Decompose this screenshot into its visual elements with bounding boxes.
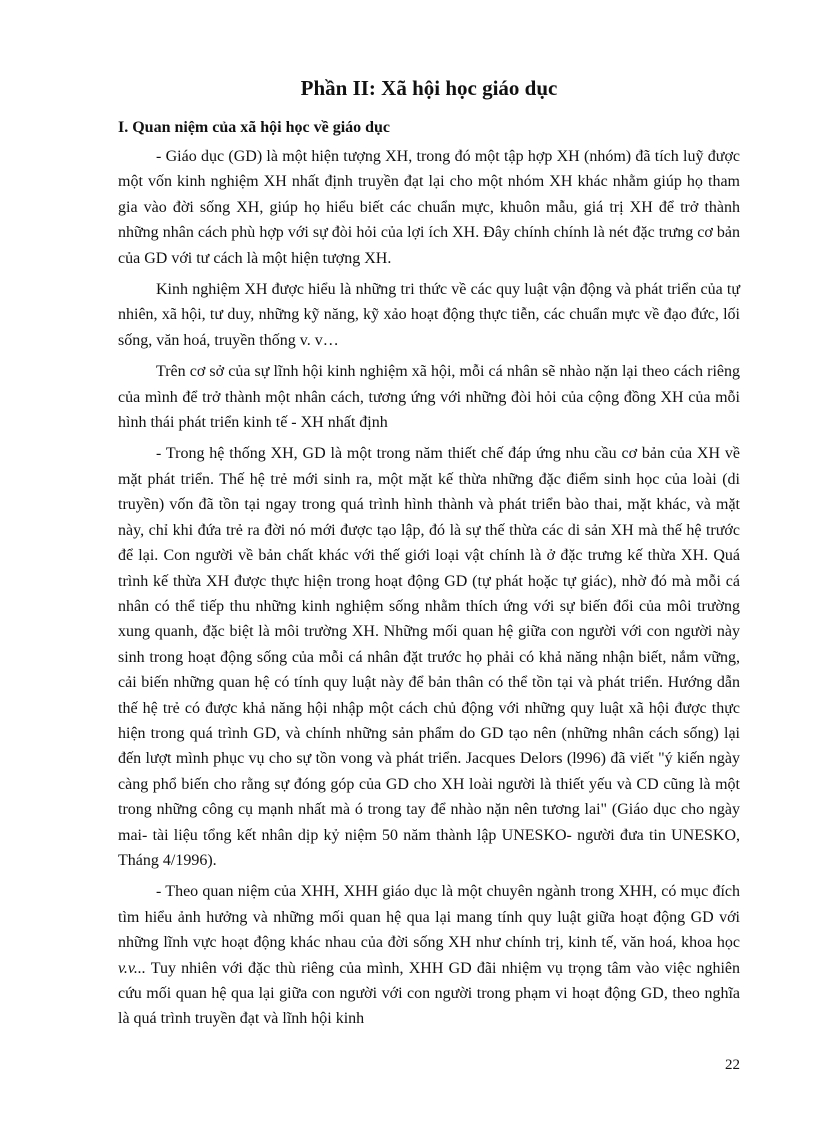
page-number: 22 [725, 1057, 740, 1073]
page-title: Phần II: Xã hội học giáo dục [300, 76, 558, 100]
paragraph-sociology-of-education [118, 879, 740, 1031]
italic-etc: v.v... [118, 959, 146, 977]
body-text [118, 144, 740, 1038]
paragraph-text-part: Tuy nhiên với đặc thù riêng của mình, XHH GD đãi nhiệm vụ trọng tâm vào việc nghiên cứu mối quan hệ qua lại giữa con người với con người trong phạm vi hoạt động GD, theo nghĩa là quá trình truyền đạt và lĩnh hội kinh [118, 959, 740, 1028]
paragraph-personality-formation: Trên cơ sở của sự lĩnh hội kinh nghiệm xã hội, mỗi cá nhân sẽ nhào nặn lại theo cách riêng của mình để trở thành một nhân cách, tương ứng với những đòi hỏi của cộng đồng XH của mỗi hình thái phát triển kinh tế - XH nhất định [118, 363, 740, 432]
paragraph-social-system: - Trong hệ thống XH, GD là một trong năm thiết chế đáp ứng nhu cầu cơ bản của XH về mặt phát triển. Thế hệ trẻ mới sinh ra, một mặt kế thừa những đặc điểm sinh học của loài (di truyền) vốn đã tồn tại ngay trong quá trình hình thành và phát triển bào thai, mặt khác, và mặt này, chỉ khi đứa trẻ ra đời nó mới được tạo lập, đó là sự thế thừa các di sản XH mà thế hệ trước để lại. Con người về bản chất khác với thế giới loại vật chính là ở đặc trưng kế thừa XH. Quá trình kế thừa XH được thực hiện trong hoạt động GD (tự phát hoặc tự giác), nhờ đó mà mỗi cá nhân có thể tiếp thu những kinh nghiệm sống nhằm thích ứng với sự biến đổi của môi trường xung quanh, đặc biệt là môi trường XH. Những mối quan hệ giữa con người với con người này sinh trong hoạt động sống của mỗi cá nhân đặt trước họ phải có khả năng nhận biết, nắm vững, cải biến những quan hệ có tính quy luật này để bản thân có thể tồn tại và phát triển. Hướng dẫn thế hệ trẻ có được khả năng hội nhập một cách chủ động với những quy luật xã hội được thực hiện trong quá trình GD, và chính những sản phẩm do GD tạo nên (những nhân cách sống) lại đến lượt mình phục vụ cho sự tồn vong và phát triển. Jacques Delors (l996) đã viết "ý kiến ngày càng phổ biến cho rằng sự đóng góp của GD cho XH loài người là thiết yếu và CD cũng là một trong những công cụ mạnh nhất mà ó trong tay để nhào nặn nên tương lai" (Giáo dục cho ngày mai- tài liệu tổng kết nhân dịp kỷ niệm 50 năm thành lập UNESKO- người đưa tin UNESKO, Tháng 4/1996). [118, 445, 740, 869]
paragraph-social-experience: Kinh nghiệm XH được hiểu là những tri thức về các quy luật vận động và phát triển của tự nhiên, xã hội, tư duy, những kỹ năng, kỹ xảo hoạt động thực tiễn, các chuẩn mực về đạo đức, lối sống, văn hoá, truyền thống v. v… [118, 281, 740, 349]
section-heading: I. Quan niệm của xã hội học về giáo dục [118, 119, 391, 136]
paragraph-text-part: - Theo quan niệm của XHH, XHH giáo dục là một chuyên ngành trong XHH, có mục đích tìm hiểu ảnh hưởng và những mối quan hệ qua lại mang tính quy luật giữa hoạt động GD với những lĩnh vực hoạt động khác nhau của đời sống XH như chính trị, kinh tế, văn hoá, khoa học [118, 883, 740, 952]
paragraph-definition: - Giáo dục (GD) là một hiện tượng XH, trong đó một tập hợp XH (nhóm) đã tích luỹ được một vốn kinh nghiệm XH nhất định truyền đạt lại cho một nhóm XH khác nhằm giúp họ tham gia vào đời sống XH, giúp họ hiểu biết các chuẩn mực, khuôn mẫu, giá trị XH để trở thành những nhân cách phù hợp với sự đòi hỏi của lợi ích XH. Đây chính chính là nét đặc trưng cơ bản của GD với tư cách là một hiện tượng XH. [118, 148, 740, 267]
